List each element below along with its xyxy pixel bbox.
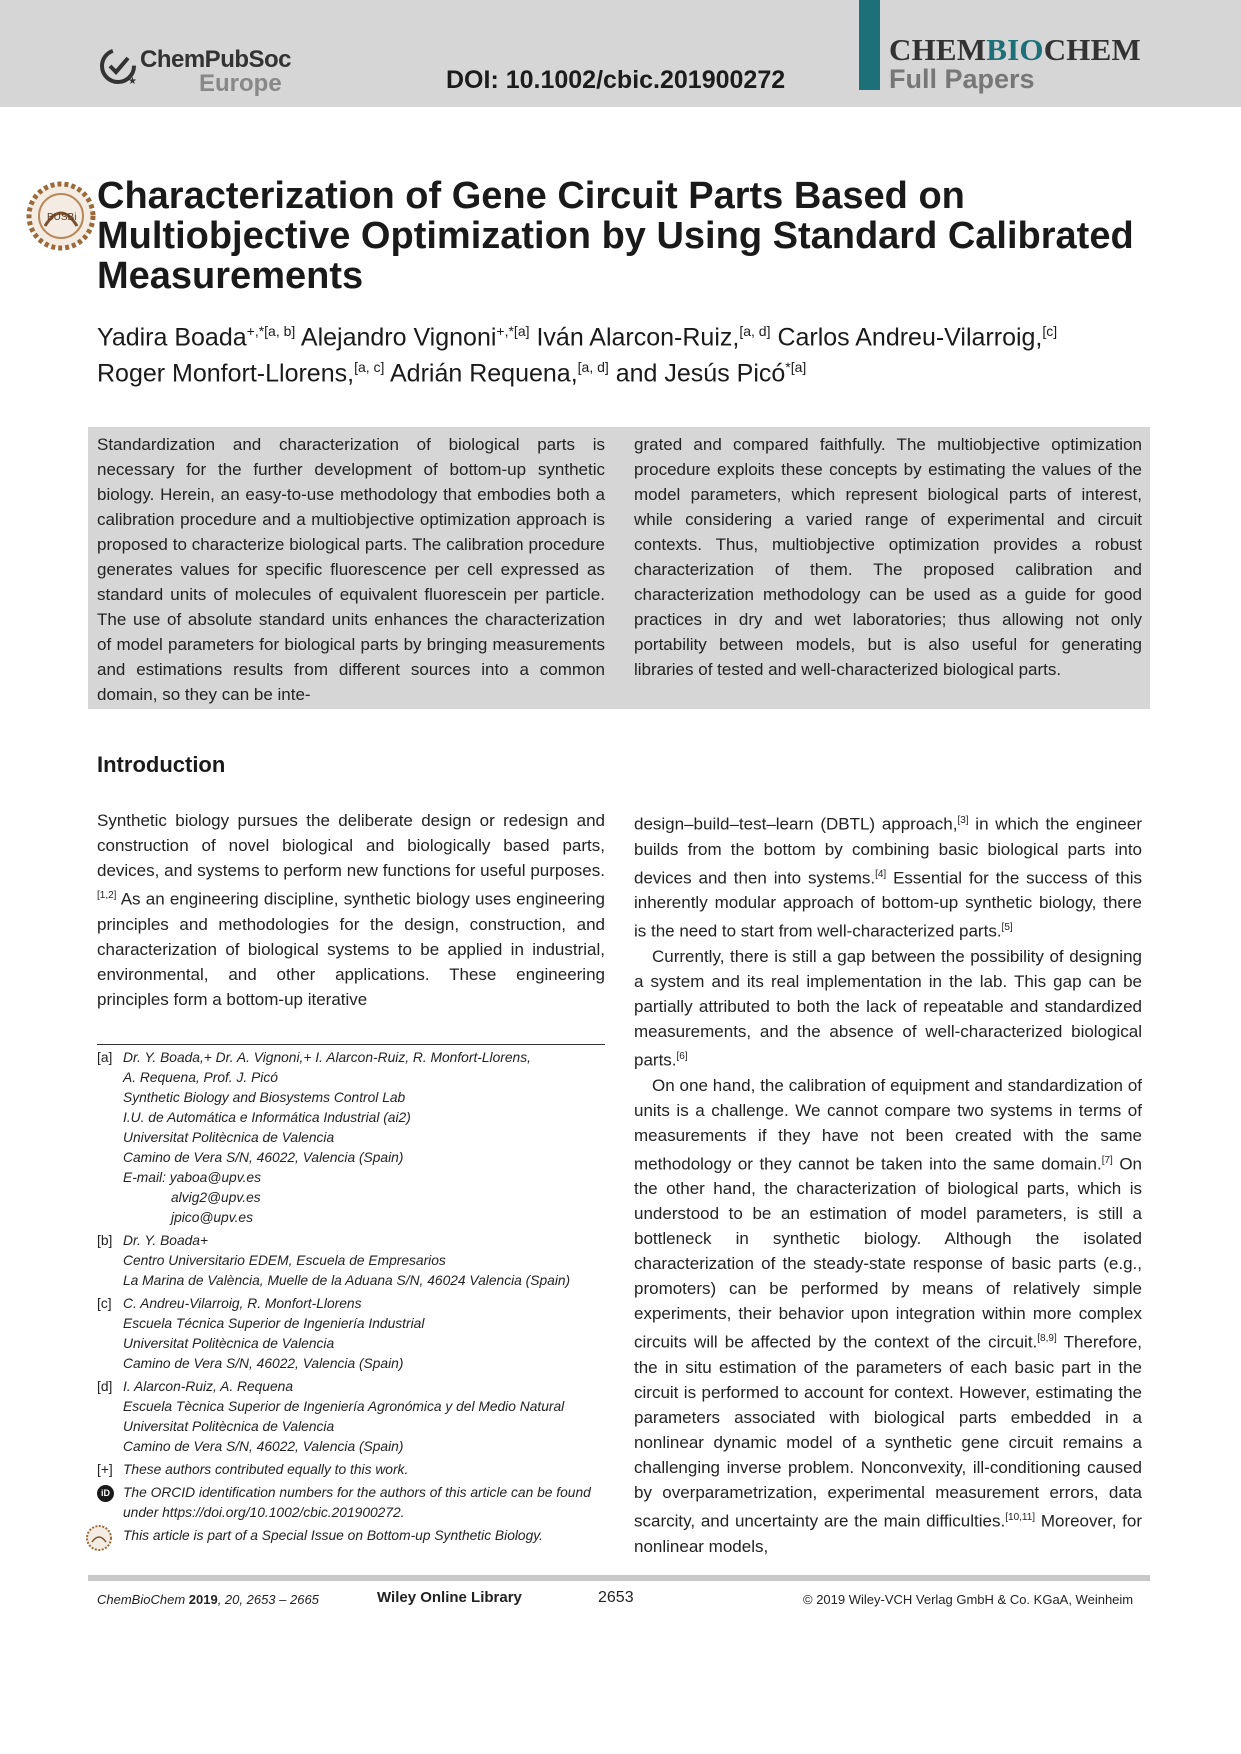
intro-left-column: [97, 808, 605, 1012]
email-link[interactable]: jpico@upv.es: [171, 1210, 254, 1225]
abstract-left-column: Standardization and characterization of biological parts is necessary for the further development of bottom-up synthetic biology. Herein, an easy-to-use methodology that embodies both a calibration procedure and a multiobjective optimization approach is proposed to characterize biological parts. The calibration procedure generates values for specific fluorescence per cell expressed as standard units of molecules of equivalent fluorescein per particle. The use of absolute standard units enhances the characterization of model parameters for biological parts by bringing measurements and estimations results from different sources into a common domain, so they can be inte-: [97, 435, 605, 704]
author-affil-mark: [a, c]: [354, 359, 385, 376]
author-name: Yadira Boada: [97, 323, 247, 352]
journal-accent-bar: [859, 0, 880, 90]
wiley-online-library-link[interactable]: Wiley Online Library: [377, 1589, 522, 1606]
email-link[interactable]: alvig2@upv.es: [171, 1190, 261, 1205]
abstract-right-column: grated and compared faithfully. The multiobjective optimization procedure exploits these concepts by estimating the values of the model parameters, which represent biological parts of interest, while considering a varied range of experimental and circuit contexts. Thus, multiobjective optimization provides a robust characterization of them. The proposed calibration and characterization methodology can be used as a guide for good practices in dry and wet laboratories; thus allowing not only portability between models, but is also useful for generating libraries of tested and well-characterized biological parts.: [634, 435, 1142, 679]
busbi-special-issue-icon: [25, 180, 97, 252]
author-affil-mark: +,*[a, b]: [246, 323, 296, 339]
journal-name: CHEMBIOCHEM: [889, 32, 1141, 67]
citation-ref[interactable]: [7]: [1101, 1154, 1113, 1166]
affiliation-b: [b] Dr. Y. Boada+ Centro Universitario EDEM, Escuela de Empresarios La Marina de València, Muelle de la Aduana S/N, 46024 Valencia (Spain): [97, 1233, 571, 1288]
paragraph: Synthetic biology pursues the deliberate design or redesign and construction of novel biological and biologically based parts, devices, and systems to perform new functions for useful purposes.[1,2] As an engineering discipline, synthetic biology uses engineering principles and methodologies for the design, construction, and characterization of biological systems to be applied in industrial, environmental, and other applications. These engineering principles form a bottom-up iterative: [97, 811, 605, 1009]
orcid-note: [97, 1483, 617, 1523]
citation-ref[interactable]: [1,2]: [97, 890, 117, 901]
paragraph: Currently, there is still a gap between the possibility of designing a system and its real implementation in the lab. This gap can be partially attributed to both the lack of repeatable and standardized measurements, and the absence of well-characterized biological parts.[6]: [634, 946, 1142, 1070]
busbi-special-issue-icon: [85, 1524, 113, 1552]
publisher-name: ChemPubSoc: [140, 46, 292, 73]
affiliation-a: [a] Dr. Y. Boada,+ Dr. A. Vignoni,+ I. Alarcon-Ruiz, R. Monfort-Llorens, A. Requena, Prof. J. Picó Synthetic Biology and Biosystems Control Lab I.U. de Automática e Informática Industrial (ai2) Universitat Politècnica de Valencia Camino de Vera S/N, 46022, Valencia (Spain) E-mail: yaboa@upv.es alvig2@upv.es jpico@upv.es: [97, 1048, 617, 1228]
author-name: Alejandro Vignoni: [300, 323, 497, 352]
author-affil-mark: [c]: [1042, 323, 1058, 339]
footer-citation: ChemBioChem 2019, 20, 2653 – 2665: [97, 1592, 319, 1607]
author-affil-mark: [a, d]: [577, 359, 609, 376]
paragraph: On one hand, the calibration of equipment and standardization of units is a challenge. We cannot compare two systems in terms of measurements if they have not been created with the same methodology or they cannot be taken into the same domain.[7] On the other hand, the characterization of biological parts, which is understood to be an estimation of model parameters, is still a bottleneck in synthetic biology. Although the isolated characterization of the steady-state response of basic parts (e.g., promoters) can be performed by means of relatively simple experiments, their behavior upon integration within more complex circuits will be affected by the context of the circuit.[8,9] Therefore, the in situ estimation of the parameters of each basic part in the circuit is performed to account for context. However, estimating the parameters associated with biological parts embedded in a nonlinear dynamic model of a synthetic gene circuit remains a challenging inverse problem. Nonconvexity, ill-conditioning caused by overparametrization, experimental measurement errors, data scarcity, and uncertainty are the main difficulties.[10,11] Moreover, for nonlinear models,: [634, 1075, 1143, 1556]
author-list: [97, 316, 1147, 389]
doi-link[interactable]: DOI: 10.1002/cbic.201900272: [446, 66, 786, 94]
author-name: Carlos Andreu-Vilarroig,: [777, 323, 1043, 352]
svg-text:BUSBi: BUSBi: [47, 212, 77, 223]
intro-right-column: [634, 808, 1142, 1559]
citation-ref[interactable]: [4]: [875, 868, 887, 880]
section-type: Full Papers: [889, 64, 1035, 94]
author-affil-mark: +,*[a]: [496, 323, 530, 339]
citation-ref[interactable]: [3]: [957, 815, 969, 826]
citation-ref[interactable]: [10,11]: [1005, 1511, 1036, 1523]
paragraph: design–build–test–learn (DBTL) approach,[3] in which the engineer builds from the bottom by combining basic biological parts into devices and then into systems.[4] Essential for the success of this inherently modular approach of bottom-up synthetic biology, there is the need to start from well-characterized parts.[5]: [634, 814, 1142, 941]
affiliations-block: [97, 1048, 617, 1549]
affiliation-c: [c] C. Andreu-Vilarroig, R. Monfort-Llorens Escuela Técnica Superior de Ingeniería Industrial Universitat Politècnica de Valencia Camino de Vera S/N, 46022, Valencia (Spain): [97, 1296, 425, 1371]
affiliation-d: [d] I. Alarcon-Ruiz, A. Requena Escuela Tècnica Superior de Ingeniería Agronómica y del Medio Natural Universitat Politècnica de Valencia Camino de Vera S/N, 46022, Valencia (Spain): [97, 1379, 565, 1454]
chempubsoc-logo-icon: [98, 46, 140, 88]
author-name: and Jesús Picó: [615, 359, 786, 388]
footer-divider: [88, 1575, 1150, 1581]
article-title: Characterization of Gene Circuit Parts Based on Multiobjective Optimization by Using Standard Calibrated Measurements: [97, 175, 1134, 297]
orcid-link[interactable]: The ORCID identification numbers for the authors of this article can be found under https://doi.org/10.1002/cbic.201900272.: [123, 1485, 591, 1520]
citation-ref[interactable]: [6]: [676, 1050, 688, 1062]
citation-ref[interactable]: [5]: [1001, 922, 1013, 934]
footnote-divider: [97, 1044, 605, 1045]
svg-text:★: ★: [128, 76, 137, 87]
author-name: Adrián Requena,: [390, 359, 578, 388]
section-heading-introduction: Introduction: [97, 752, 226, 777]
citation-ref[interactable]: [8,9]: [1037, 1333, 1057, 1345]
copyright-notice: © 2019 Wiley-VCH Verlag GmbH & Co. KGaA, Weinheim: [803, 1592, 1134, 1607]
author-affil-mark: [a, d]: [739, 323, 771, 339]
author-affil-mark: *[a]: [785, 359, 807, 376]
equal-contribution-note: [+] These authors contributed equally to this work.: [97, 1462, 409, 1477]
author-name: Iván Alarcon-Ruiz,: [536, 323, 740, 352]
page-number: 2653: [598, 1589, 634, 1606]
special-issue-note: This article is part of a Special Issue on Bottom-up Synthetic Biology.: [97, 1526, 617, 1546]
orcid-icon: iD: [97, 1485, 114, 1502]
publisher-region: Europe: [199, 70, 282, 97]
page-header: [0, 0, 1241, 107]
email-link[interactable]: E-mail: yaboa@upv.es: [123, 1170, 261, 1185]
author-name: Roger Monfort-Llorens,: [97, 359, 355, 388]
